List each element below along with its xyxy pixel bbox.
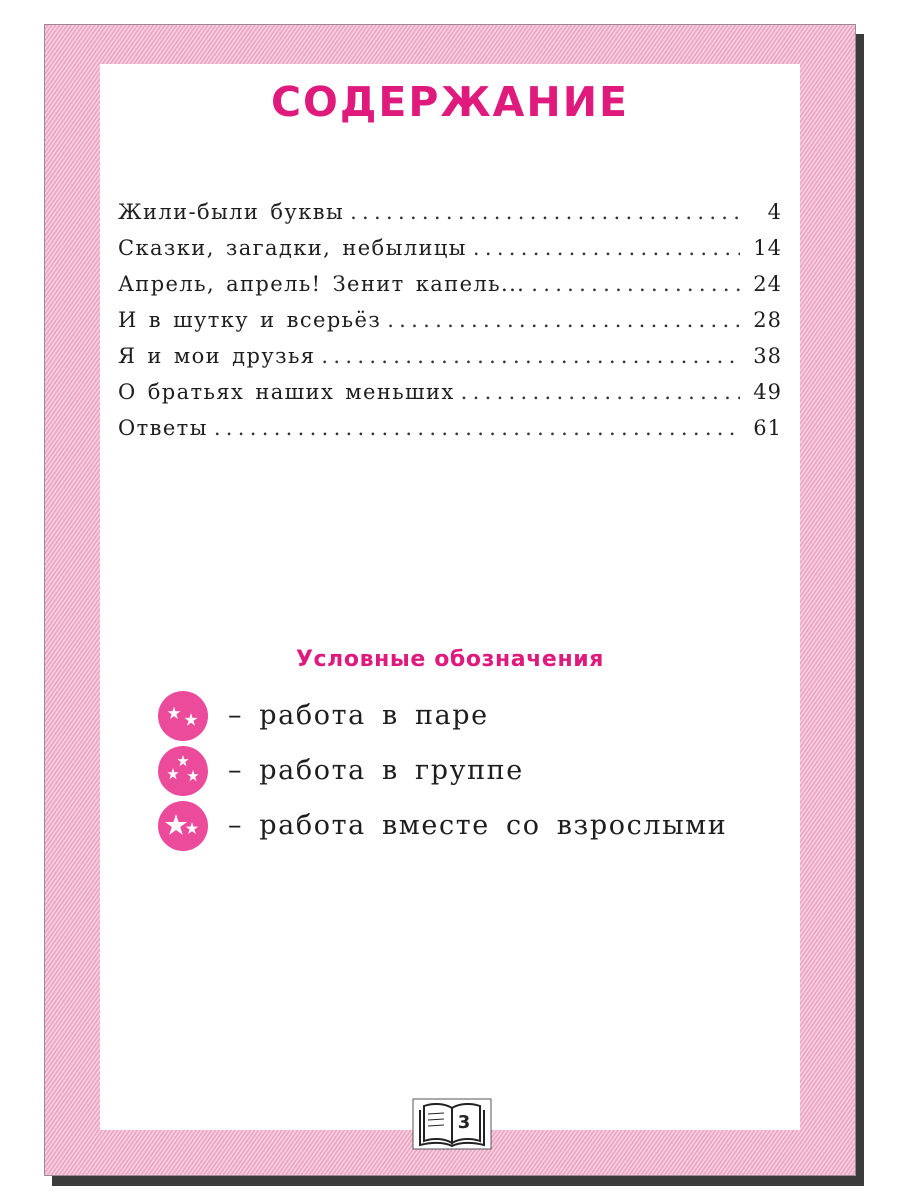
toc-entry-label: О братьях наших меньших (118, 380, 455, 404)
toc-entry-page: 61 (753, 416, 782, 440)
toc-entry-page: 24 (753, 272, 782, 296)
toc-dot-leader (387, 308, 740, 332)
legend-title: Условные обозначения (295, 647, 604, 672)
toc-dot-leader (473, 236, 740, 260)
toc-title: СОДЕРЖАНИЕ (270, 78, 630, 126)
toc-dot-leader (350, 200, 740, 224)
toc-entry[interactable] (118, 308, 782, 344)
toc-entry-label: Я и мои друзья (118, 344, 316, 368)
page-number: 3 (457, 1112, 471, 1133)
toc-entry-label: Жили-были буквы (118, 200, 345, 224)
toc-entry[interactable] (118, 344, 782, 380)
two-stars-icon (158, 691, 208, 741)
legend-list (158, 688, 727, 853)
toc-entry-page: 49 (753, 380, 782, 404)
toc-entry[interactable] (118, 380, 782, 416)
toc-entry-label: Ответы (118, 416, 208, 440)
toc-entry[interactable] (118, 200, 782, 236)
toc-entry[interactable] (118, 272, 782, 308)
toc-entry-page: 38 (753, 344, 782, 368)
legend-item-text: – работа в паре (228, 700, 489, 731)
legend-item-adult-work (158, 798, 727, 853)
legend-item-text: – работа вместе со взрослыми (228, 810, 728, 841)
toc-entry-page: 14 (753, 236, 782, 260)
toc-entry[interactable] (118, 416, 782, 452)
toc-dot-leader (531, 272, 740, 296)
adult-and-child-stars-icon (158, 801, 208, 851)
toc-list (118, 200, 782, 452)
three-stars-icon (158, 746, 208, 796)
legend-item-group-work (158, 743, 727, 798)
toc-entry-label: Апрель, апрель! Зенит капель... (118, 272, 526, 296)
toc-entry-label: Сказки, загадки, небылицы (118, 236, 467, 260)
toc-dot-leader (321, 344, 740, 368)
legend-item-text: – работа в группе (228, 755, 524, 786)
page-number-badge (412, 1098, 492, 1150)
toc-entry-label: И в шутку и всерьёз (118, 308, 382, 332)
toc-entry[interactable] (118, 236, 782, 272)
toc-dot-leader (214, 416, 740, 440)
legend-item-pair-work (158, 688, 727, 743)
toc-entry-page: 4 (767, 200, 782, 224)
toc-dot-leader (461, 380, 740, 404)
toc-entry-page: 28 (753, 308, 782, 332)
